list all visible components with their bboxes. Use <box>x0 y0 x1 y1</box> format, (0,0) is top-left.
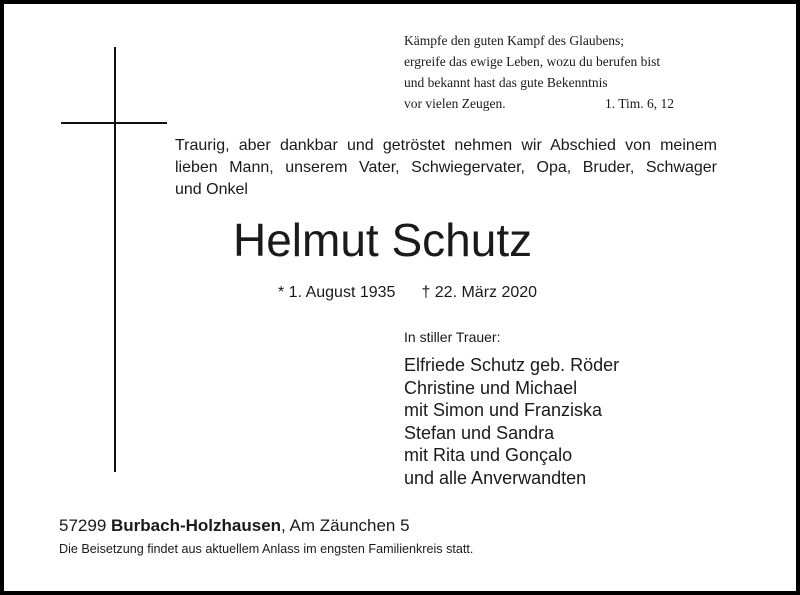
mourner-entry: Elfriede Schutz geb. Röder <box>404 355 620 375</box>
mourner-entry: und alle Anverwandten <box>404 467 587 488</box>
mourner-entry: Stefan und Sandra <box>404 422 555 443</box>
verse-last-line <box>404 93 674 114</box>
mourners-list <box>404 354 619 490</box>
address-town: Burbach-Holzhausen <box>111 516 282 535</box>
verse-line: und bekannt hast das gute Bekenntnis <box>404 75 608 90</box>
cross-horizontal-bar <box>61 122 167 124</box>
verse-line: vor vielen Zeugen. <box>404 96 506 111</box>
mourner-entry: mit Rita und Gonçalo <box>404 445 573 466</box>
deceased-name: Helmut Schutz <box>233 214 533 266</box>
obituary-notice <box>4 4 796 591</box>
cross-vertical-bar <box>114 47 116 472</box>
intro-line: lieben Mann, unserem Vater, Schwiegervater, Opa, Bruder, Schwager <box>175 159 717 176</box>
verse-line: ergreife das ewige Leben, wozu du berufen bist <box>404 54 661 69</box>
mourner-entry: Christine und Michael <box>404 377 578 398</box>
mourning-label: In stiller Trauer: <box>404 329 501 345</box>
mourner-entry: mit Simon und Franziska <box>404 400 603 421</box>
bible-verse <box>404 30 674 114</box>
life-dates <box>278 284 563 302</box>
address-street: , Am Zäunchen 5 <box>281 516 410 535</box>
intro-line: Traurig, aber dankbar und getröstet nehmen wir Abschied von meinem <box>175 137 717 154</box>
death-date: † 22. März 2020 <box>421 284 538 301</box>
address <box>59 516 410 536</box>
burial-notice: Die Beisetzung findet aus aktuellem Anlass im engsten Familienkreis statt. <box>59 542 474 556</box>
verse-reference: 1. Tim. 6, 12 <box>604 96 674 111</box>
intro-text <box>175 135 717 201</box>
intro-line: und Onkel <box>175 181 248 198</box>
verse-line: Kämpfe den guten Kampf des Glaubens; <box>404 33 625 48</box>
birth-date: * 1. August 1935 <box>278 284 396 301</box>
address-postcode: 57299 <box>59 516 107 535</box>
